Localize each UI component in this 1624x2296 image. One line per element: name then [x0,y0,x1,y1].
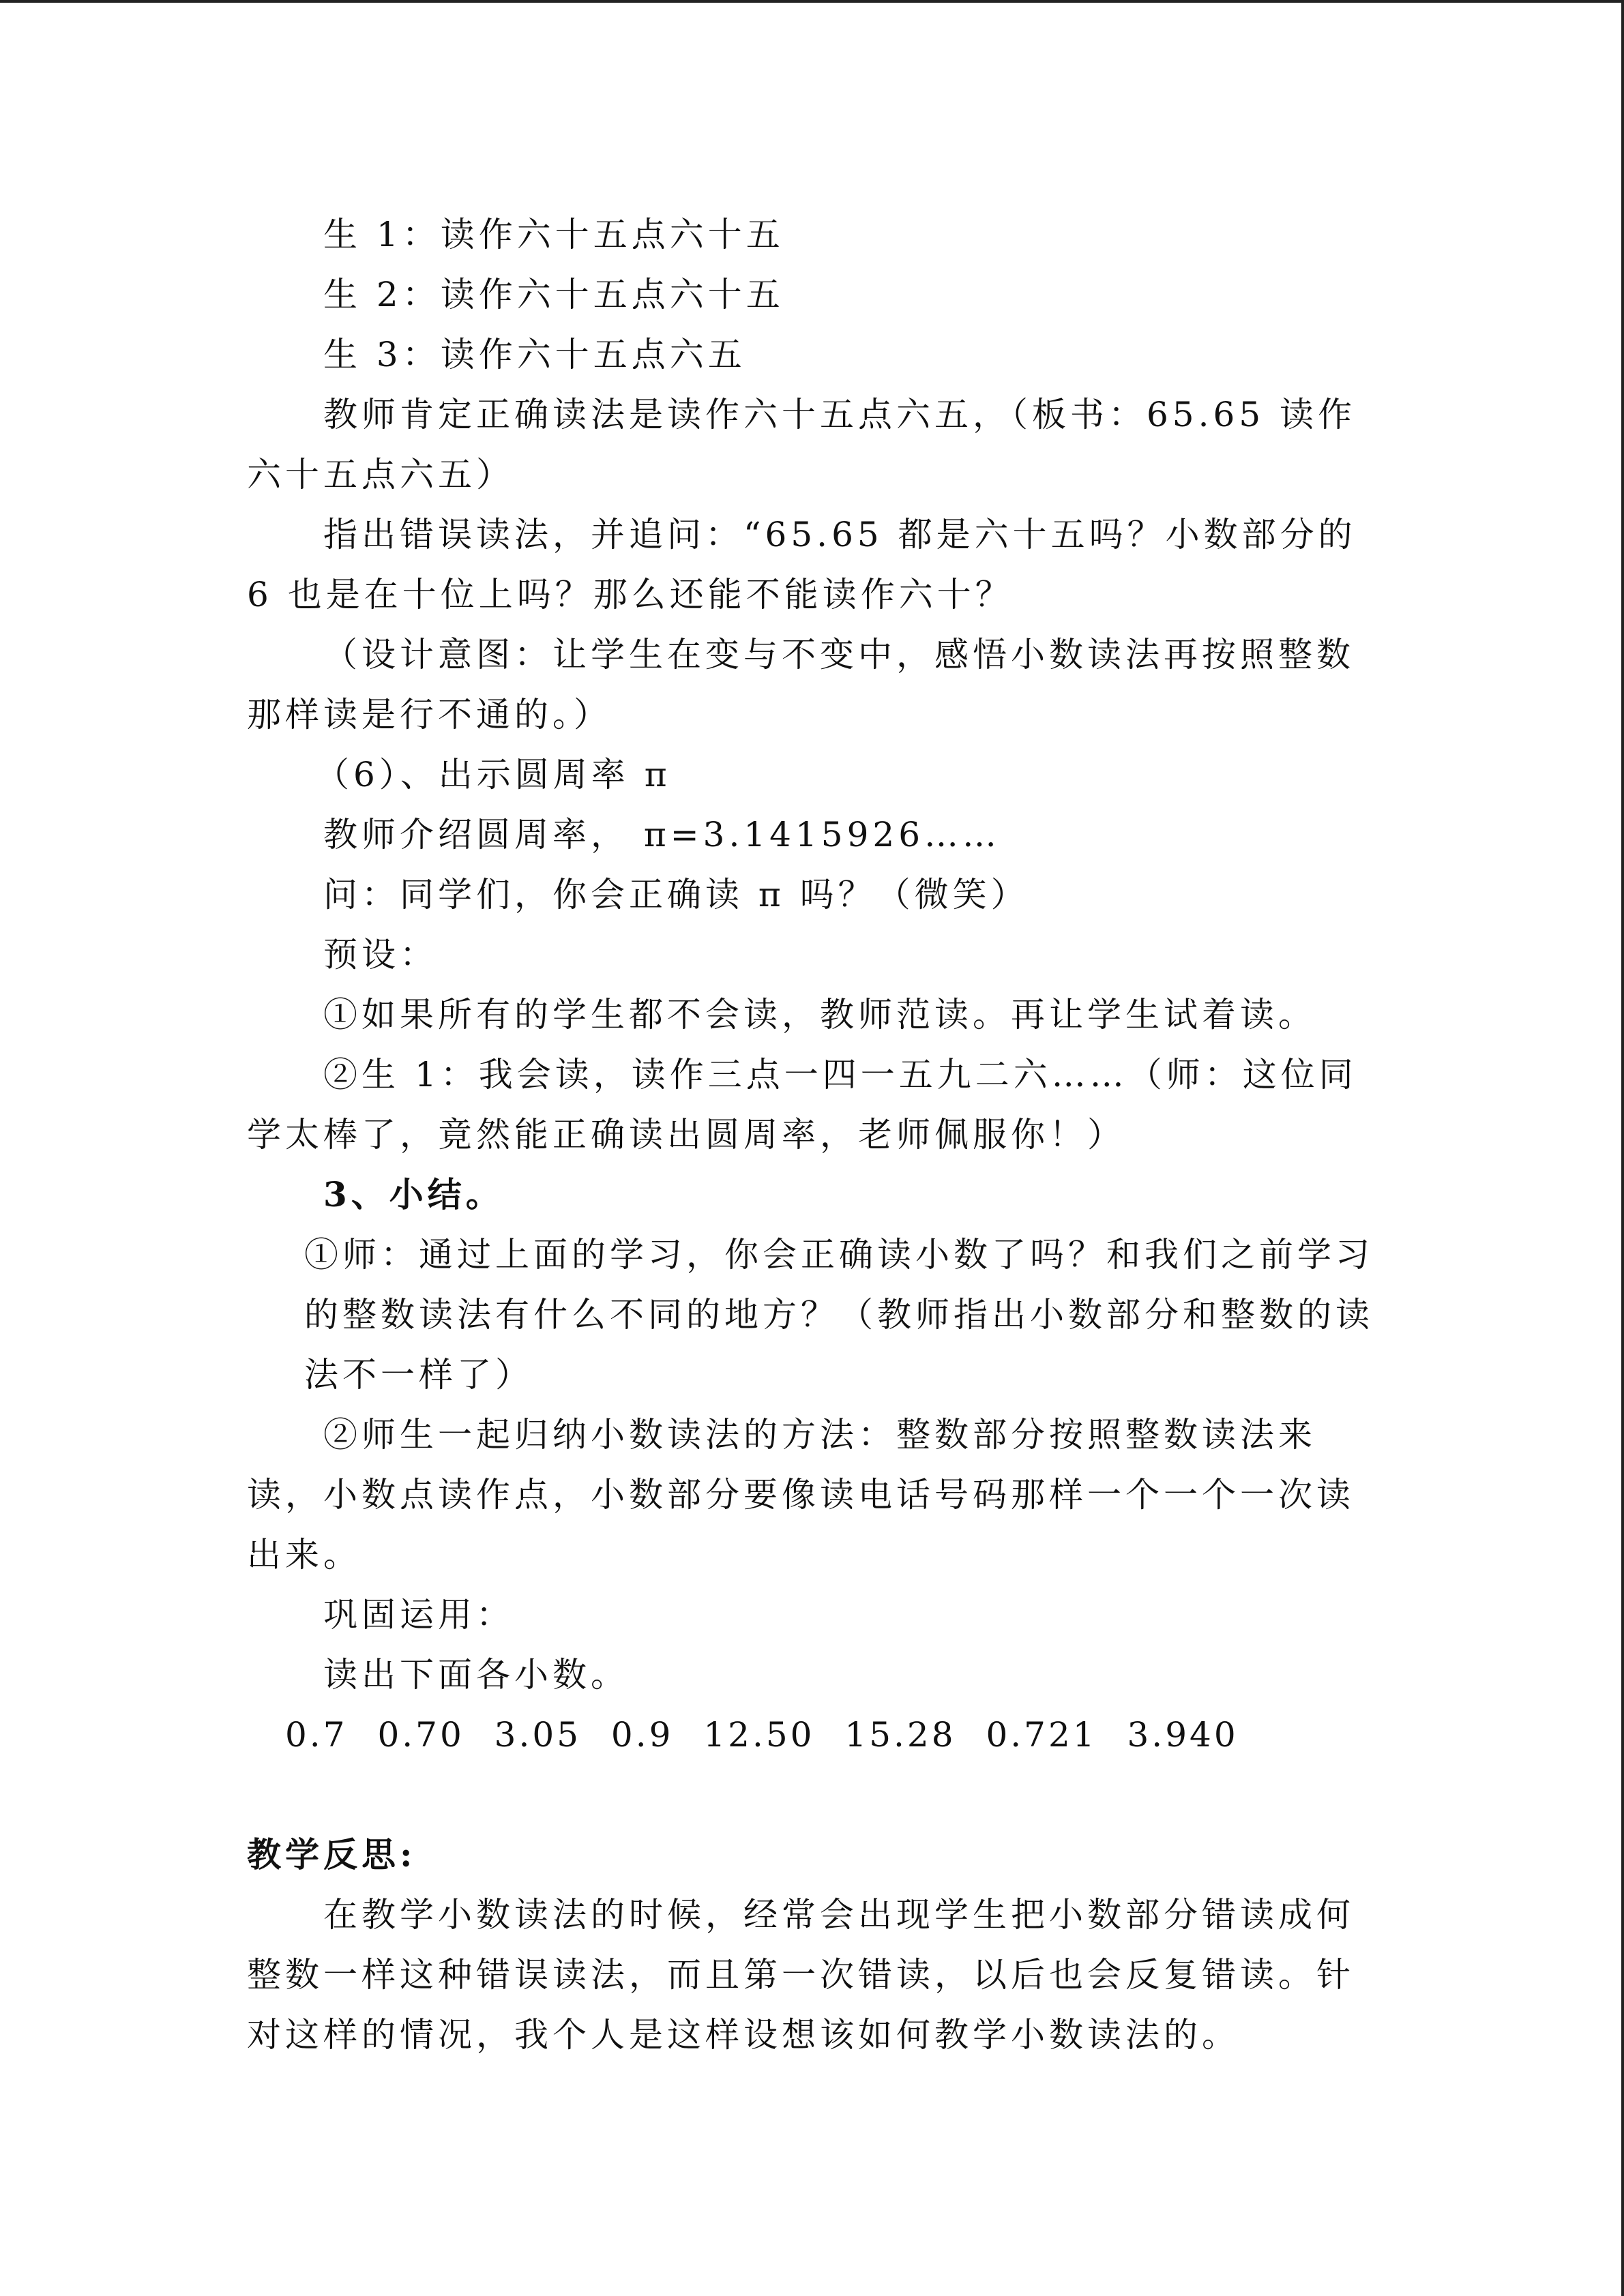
reflection-paragraph: 在教学小数读法的时候，经常会出现学生把小数部分错读成何整数一样这种错误读法，而且第一次错读，以后也会反复错读。针对这样的情况，我个人是这样设想该如何教学小数读法的。 [247,1895,1355,2055]
pi-intro-line: 教师介绍圆周率， π=3.1415926…… [323,815,1001,854]
read-decimals-instruction: 读出下面各小数。 [323,1655,629,1695]
summary-item-2: ②师生一起归纳小数读法的方法：整数部分按照整数读法来读，小数点读作点，小数部分要像读电话号码那样一个一个一次读出来。 [247,1415,1355,1575]
decimal-item: 0.7 [285,1715,348,1755]
decimal-item: 12.50 [703,1715,815,1755]
decimal-item: 0.9 [610,1715,674,1755]
page-right-border [1621,0,1624,2296]
reflection-heading: 教学反思: [247,1834,417,1875]
section-spacer [247,1765,1379,1825]
preset-item-2: ②生 1：我会读，读作三点一四一五九二六……（师：这位同学太棒了，竟然能正确读出圆周率，老师佩服你！） [247,1055,1357,1154]
page-top-border [0,0,1624,3]
ask-pi-line: 问：同学们，你会正确读 π 吗？（微笑） [323,875,1029,914]
decimals-list [247,1705,1379,1765]
summary-item-1: ①师：通过上面的学习，你会正确读小数了吗？和我们之前学习的整数读法有什么不同的地方？（教师指出小数部分和整数的读法不一样了） [304,1235,1374,1395]
preset-item-1: ①如果所有的学生都不会读，教师范读。再让学生试着读。 [323,995,1316,1034]
decimal-item: 3.05 [494,1715,581,1755]
student-2-answer: 生 2：读作六十五点六十五 [323,275,784,314]
document-body [247,205,1379,2065]
teacher-confirm-paragraph: 教师肯定正确读法是读作六十五点六五，（板书：65.65 读作六十五点六五） [247,395,1357,494]
decimal-item: 3.940 [1127,1715,1239,1755]
decimal-item: 0.721 [986,1715,1097,1755]
decimal-item: 0.70 [377,1715,464,1755]
summary-heading: 3、小结。 [323,1174,504,1214]
decimal-item: 15.28 [844,1715,956,1755]
design-intent-paragraph: （设计意图：让学生在变与不变中，感悟小数读法再按照整数那样读是行不通的。） [247,635,1355,734]
preset-label: 预设： [323,935,438,974]
student-1-answer: 生 1：读作六十五点六十五 [323,215,784,254]
show-pi-line: （6）、出示圆周率 π [315,755,671,794]
consolidate-label: 巩固运用： [323,1595,514,1635]
student-3-answer: 生 3：读作六十五点六五 [323,335,746,374]
point-error-paragraph: 指出错误读法，并追问：“65.65 都是六十五吗？小数部分的 6 也是在十位上吗？那么还能不能读作六十？ [247,515,1357,614]
